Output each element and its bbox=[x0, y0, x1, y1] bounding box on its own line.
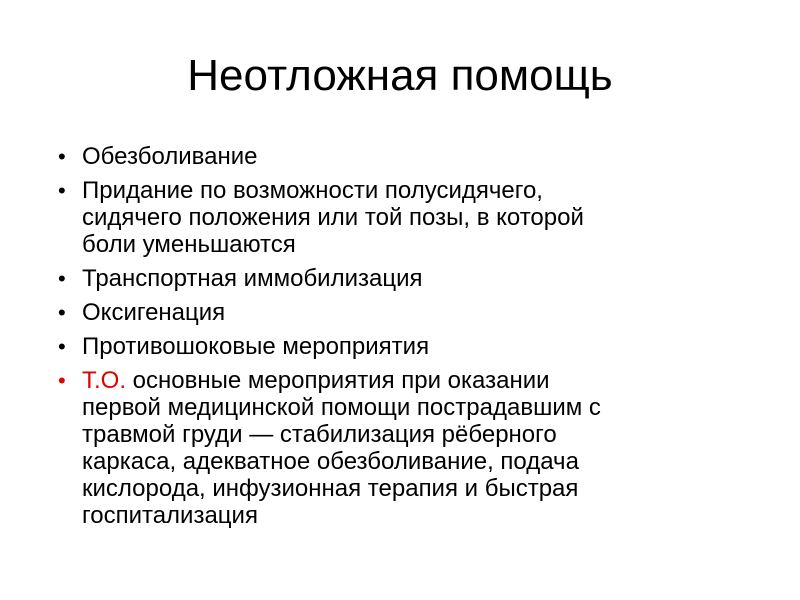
bullet-item-oxygenation bbox=[58, 299, 758, 326]
bullet-list bbox=[58, 143, 758, 536]
bullet-text-line: травмой груди — стабилизация рёберного bbox=[82, 421, 557, 448]
bullet-text: Противошоковые мероприятия bbox=[82, 333, 430, 360]
bullet-text-line: сидячего положения или той позы, в которой bbox=[82, 204, 584, 231]
bullet-text-line bbox=[82, 367, 758, 394]
bullet-dot-icon: • bbox=[58, 334, 66, 359]
bullet-item-immobilization bbox=[58, 265, 758, 292]
bullet-text-line: Придание по возможности полусидячего, bbox=[82, 177, 543, 204]
bullet-dot-icon: • bbox=[58, 144, 66, 169]
bullet-dot-icon: • bbox=[58, 178, 66, 203]
bullet-text-line: госпитализация bbox=[82, 502, 258, 529]
bullet-text-line: боли уменьшаются bbox=[82, 231, 296, 258]
bullet-text-line: первой медицинской помощи пострадавшим с bbox=[82, 394, 601, 421]
bullet-dot-icon: • bbox=[58, 368, 66, 393]
bullet-item-summary bbox=[58, 367, 758, 529]
bullet-item-pain-relief bbox=[58, 143, 758, 170]
bullet-text: Оксигенация bbox=[82, 299, 226, 326]
slide-title: Неотложная помощь bbox=[187, 51, 613, 100]
bullet-text-line: каркаса, адекватное обезболивание, подача bbox=[82, 448, 579, 475]
bullet-item-positioning bbox=[58, 177, 758, 258]
summary-first-line: основные мероприятия при оказании bbox=[126, 367, 550, 394]
bullet-text: Обезболивание bbox=[82, 143, 258, 170]
bullet-item-antishock bbox=[58, 333, 758, 360]
bullet-text: Транспортная иммобилизация bbox=[82, 265, 423, 292]
bullet-text-line: кислорода, инфузионная терапия и быстрая bbox=[82, 475, 579, 502]
bullet-dot-icon: • bbox=[58, 300, 66, 325]
summary-prefix: Т.О. bbox=[82, 367, 127, 394]
bullet-dot-icon: • bbox=[58, 266, 66, 291]
